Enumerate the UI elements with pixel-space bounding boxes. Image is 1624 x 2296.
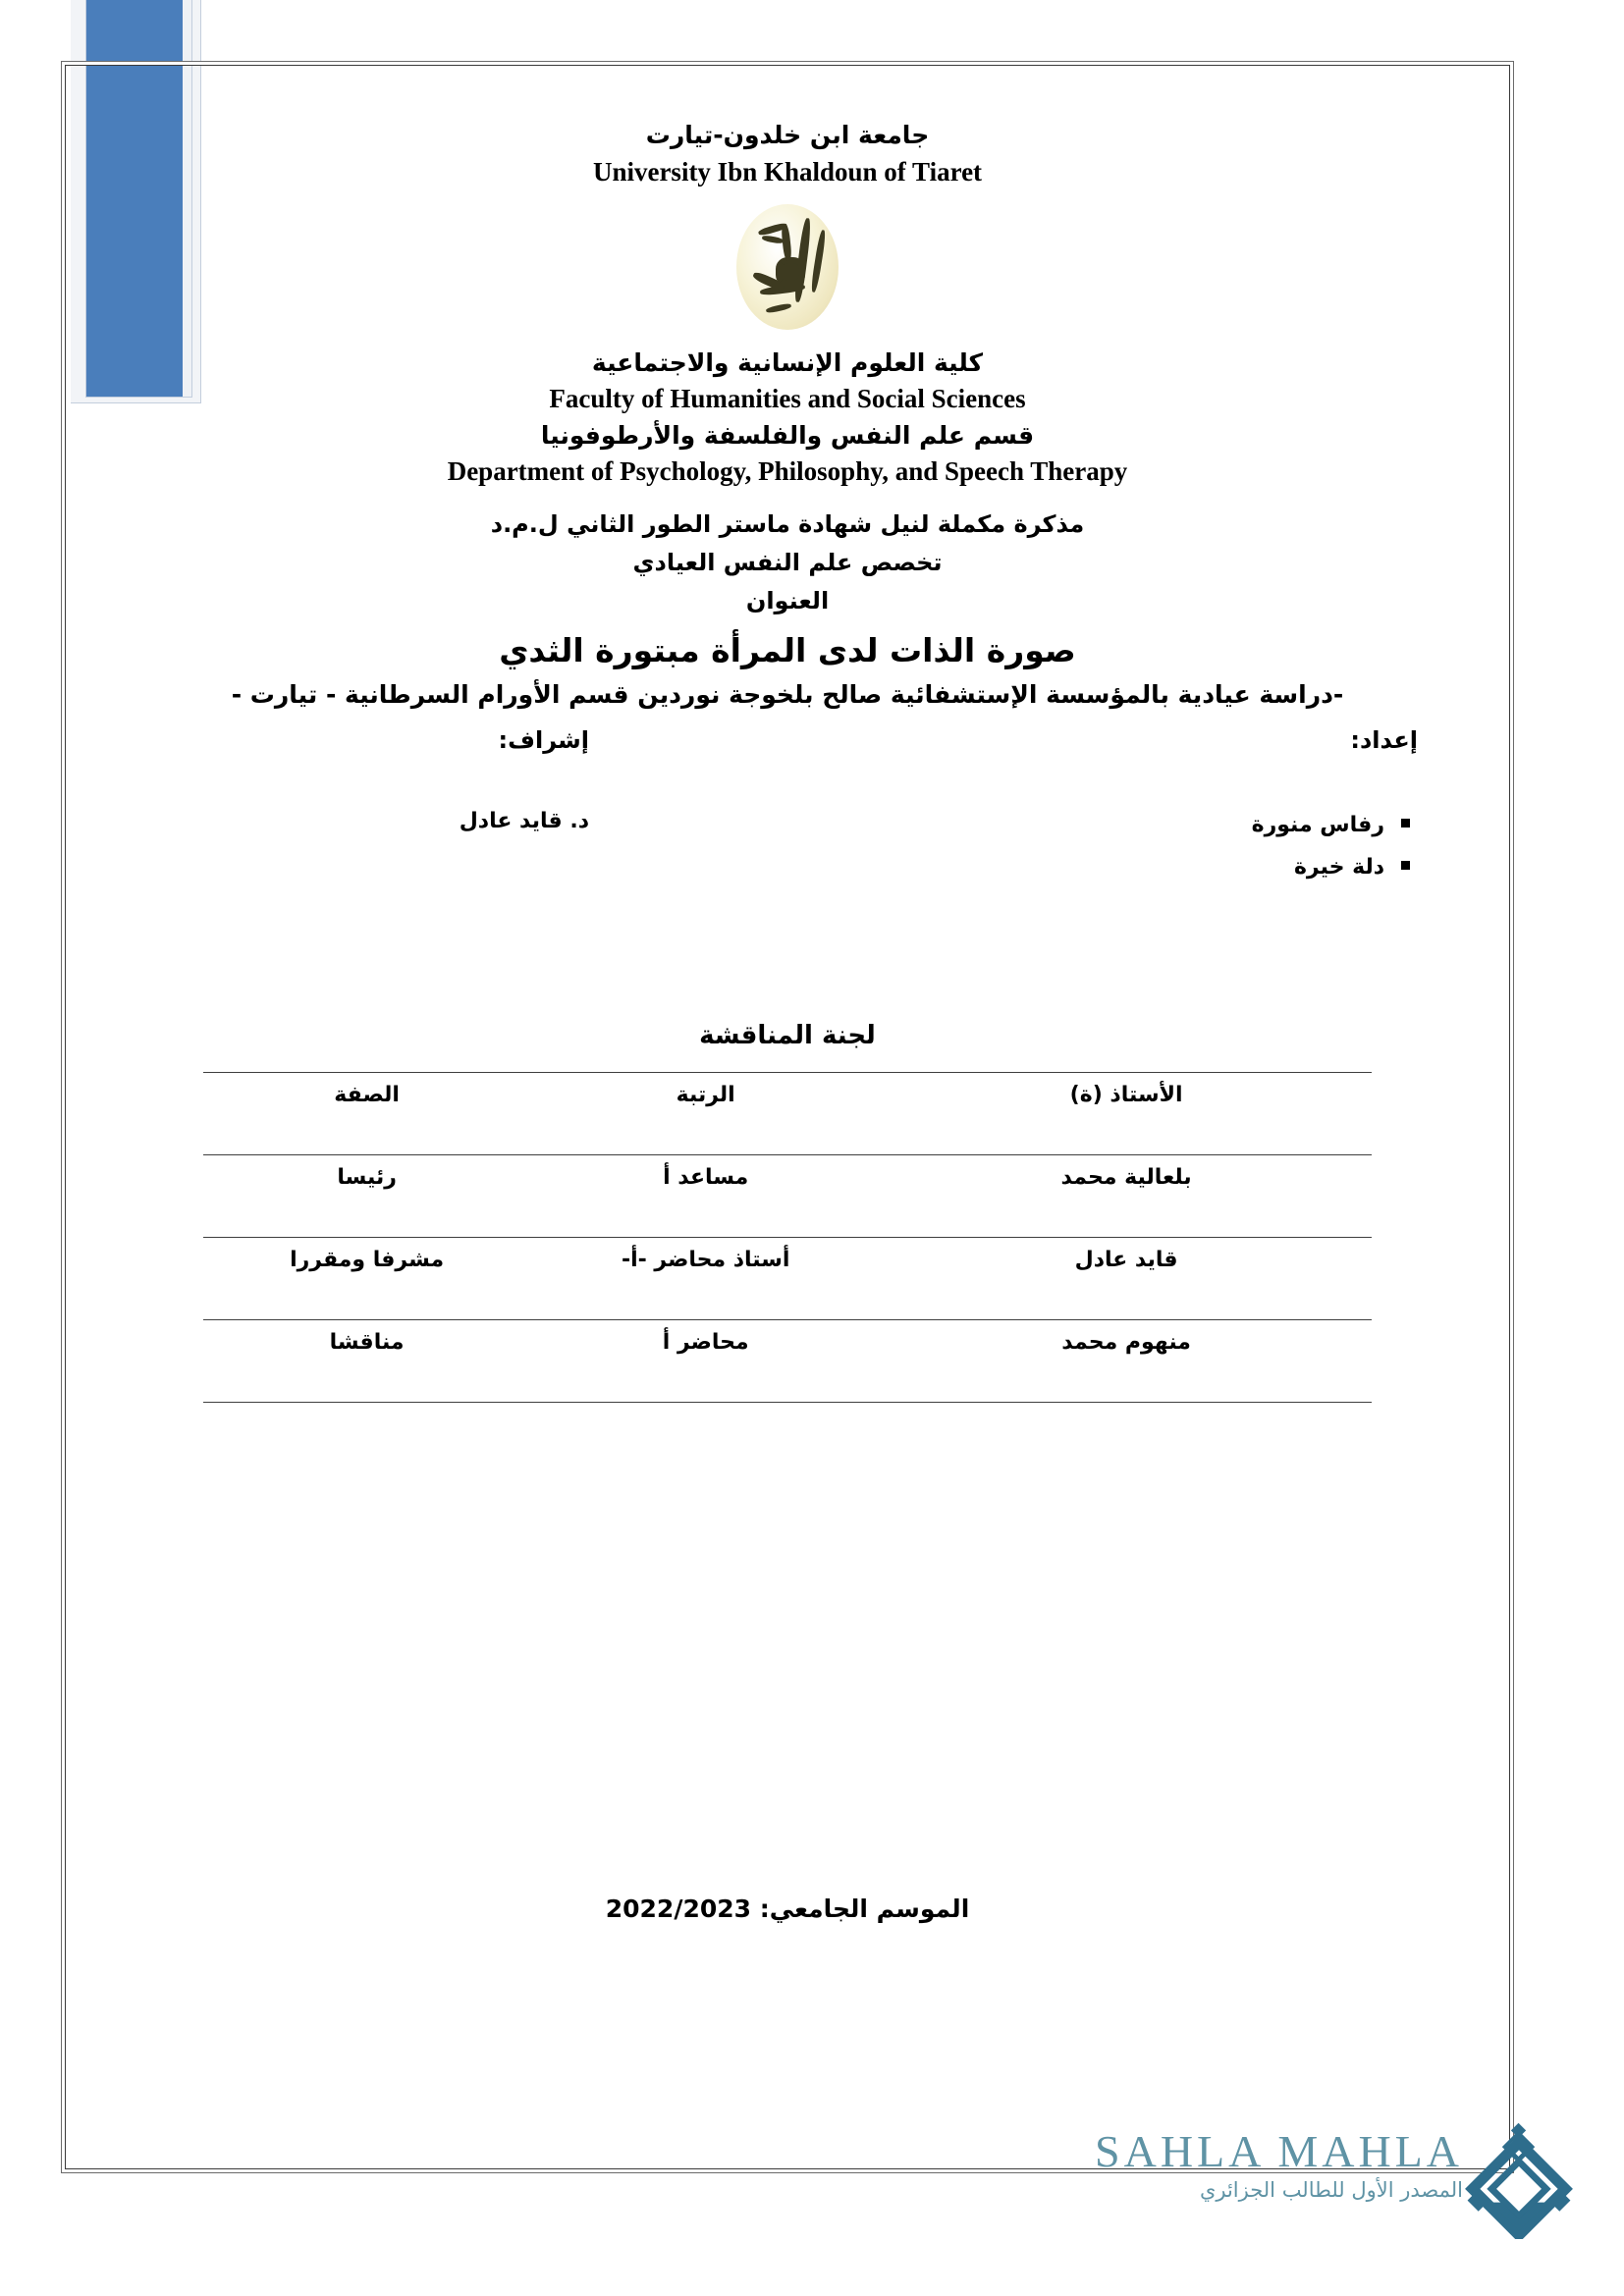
authors-list [947,805,1418,889]
document-header [118,118,1457,490]
table-header-row [203,1073,1372,1155]
thesis-meta [118,506,1457,712]
specialty-line: تخصص علم النفس العيادي [632,548,943,576]
supervisor-label: إشراف: [498,726,589,754]
authors-label: إعداد: [1350,726,1418,754]
column-header-rank: الرتبة [530,1073,881,1155]
cell-role: مناقشا [203,1320,530,1403]
committee-section [118,1021,1457,1403]
faculty-name-english: Faculty of Humanities and Social Sciences [549,384,1026,414]
academic-year: الموسم الجامعي: 2022/2023 [605,1895,970,1923]
cell-rank: محاضر أ [530,1320,881,1403]
watermark-text [1070,2126,1463,2202]
university-emblem-oval [736,204,839,330]
table-row [203,1155,1372,1238]
watermark-title: SAHLA MAHLA [1095,2126,1463,2176]
thesis-title: صورة الذات لدى المرأة مبتورة الثدي [499,630,1076,669]
authors-column [947,726,1418,889]
table-row [203,1238,1372,1320]
sahla-mahla-diamond-logo [1461,2123,1577,2239]
cell-role: مشرفا ومقررا [203,1238,530,1320]
watermark [1070,2123,1581,2251]
column-header-professor: الأستاذ (ة) [881,1073,1372,1155]
department-name-arabic: قسم علم النفس والفلسفة والأرطوفونيا [540,420,1035,450]
supervisor-column [177,726,589,833]
cell-role: رئيسا [203,1155,530,1238]
university-emblem [736,204,839,330]
committee-title: لجنة المناقشة [699,1021,876,1050]
degree-line: مذكرة مكملة لنيل شهادة ماستر الطور الثاني ل.م.د [490,510,1085,538]
thesis-subtitle: -دراسة عيادية بالمؤسسة الإستشفائية صالح بلخوجة نوردين قسم الأورام السرطانية - تيارت - [231,679,1344,709]
column-header-role: الصفة [203,1073,530,1155]
watermark-subtitle: المصدر الأول للطالب الجزائري [1199,2178,1463,2202]
people-section [118,726,1457,913]
committee-table [203,1072,1372,1403]
cell-rank: مساعد أ [530,1155,881,1238]
title-label: العنوان [745,586,830,614]
university-name-arabic: جامعة ابن خلدون-تيارت [645,121,930,149]
list-item: رفاس منورة [947,805,1384,847]
cell-professor: بلعالية محمد [881,1155,1372,1238]
page-content [118,0,1457,2296]
university-name-english: University Ibn Khaldoun of Tiaret [592,156,983,187]
list-item: دلة خيرة [947,847,1384,889]
department-name-english: Department of Psychology, Philosophy, and Speech Therapy [447,456,1128,487]
table-row [203,1320,1372,1403]
cell-rank: أستاذ محاضر -أ- [530,1238,881,1320]
cell-professor: قايد عادل [881,1238,1372,1320]
supervisor-name: د. قايد عادل [459,809,589,833]
faculty-name-arabic: كلية العلوم الإنسانية والاجتماعية [591,347,984,377]
cell-professor: منهوم محمد [881,1320,1372,1403]
